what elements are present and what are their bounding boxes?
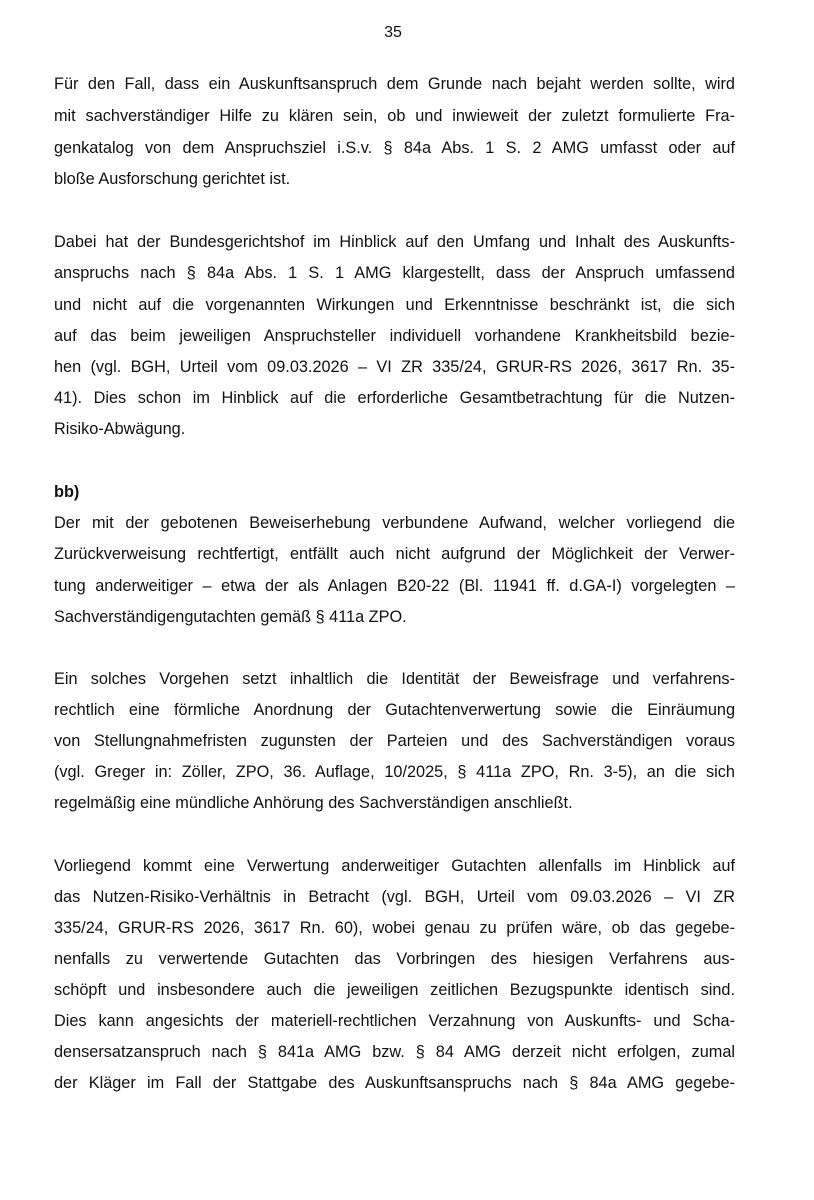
paragraph-2-line-1: Dabei hat der Bundesgerichtshof im Hinblick auf den Umfang und Inhalt des Auskunfts- (54, 233, 735, 251)
paragraph-5-line-7: densersatzanspruch nach § 841a AMG bzw. § 84 AMG derzeit nicht erfolgen, zumal (54, 1043, 735, 1061)
paragraph-2-line-7: Risiko-Abwägung. (54, 420, 186, 438)
paragraph-5-line-6: Dies kann angesichts der materiell-rechtlichen Verzahnung von Auskunfts- und Scha- (54, 1012, 735, 1030)
paragraph-4-line-2: rechtlich eine förmliche Anordnung der Gutachtenverwertung sowie die Einräumung (54, 701, 735, 719)
paragraph-3-line-3: tung anderweitiger – etwa der als Anlagen B20-22 (Bl. 11941 ff. d.GA-I) vorgelegten – (54, 577, 735, 595)
paragraph-2-line-6: 41). Dies schon im Hinblick auf die erforderliche Gesamtbetrachtung für die Nutzen- (54, 389, 735, 407)
paragraph-5-line-1: Vorliegend kommt eine Verwertung anderweitiger Gutachten allenfalls im Hinblick auf (54, 857, 735, 875)
paragraph-5-line-5: schöpft und insbesondere auch die jeweiligen zeitlichen Bezugspunkte identisch sind. (54, 981, 735, 999)
paragraph-1-line-3: genkatalog von dem Anspruchsziel i.S.v. § 84a Abs. 1 S. 2 AMG umfasst oder auf (54, 139, 735, 157)
paragraph-5-line-3: 335/24, GRUR-RS 2026, 3617 Rn. 60), wobei genau zu prüfen wäre, ob das gegebe- (54, 919, 735, 937)
paragraph-5-line-2: das Nutzen-Risiko-Verhältnis in Betracht (vgl. BGH, Urteil vom 09.03.2026 – VI ZR (54, 888, 735, 906)
paragraph-2-line-4: auf das beim jeweiligen Anspruchsteller individuell vorhandene Krankheitsbild bezie- (54, 327, 735, 345)
paragraph-1-line-1: Für den Fall, dass ein Auskunftsanspruch dem Grunde nach bejaht werden sollte, wird (54, 75, 735, 93)
paragraph-4-line-5: regelmäßig eine mündliche Anhörung des Sachverständigen anschließt. (54, 794, 573, 812)
paragraph-5-line-4: nenfalls zu verwertende Gutachten das Vorbringen des hiesigen Verfahrens aus- (54, 950, 735, 968)
paragraph-4-line-1: Ein solches Vorgehen setzt inhaltlich die Identität der Beweisfrage und verfahrens- (54, 670, 735, 688)
paragraph-2-line-3: und nicht auf die vorgenannten Wirkungen und Erkenntnisse beschränkt ist, die sich (54, 296, 735, 314)
paragraph-3-line-4: Sachverständigengutachten gemäß § 411a ZPO. (54, 608, 407, 626)
paragraph-4-line-3: von Stellungnahmefristen zugunsten der Parteien und des Sachverständigen voraus (54, 732, 735, 750)
paragraph-5-line-8: der Kläger im Fall der Stattgabe des Auskunftsanspruchs nach § 84a AMG gegebe- (54, 1074, 735, 1092)
paragraph-3-line-1: Der mit der gebotenen Beweiserhebung verbundene Aufwand, welcher vorliegend die (54, 514, 735, 532)
paragraph-2-line-5: hen (vgl. BGH, Urteil vom 09.03.2026 – VI ZR 335/24, GRUR-RS 2026, 3617 Rn. 35- (54, 358, 735, 376)
page-number: 35 (384, 24, 402, 41)
section-heading-bb: bb) (54, 483, 80, 501)
paragraph-3-line-2: Zurückverweisung rechtfertigt, entfällt auch nicht aufgrund der Möglichkeit der Verwer- (54, 545, 735, 563)
paragraph-4-line-4: (vgl. Greger in: Zöller, ZPO, 36. Auflage, 10/2025, § 411a ZPO, Rn. 3-5), an die sich (54, 763, 735, 781)
paragraph-2-line-2: anspruchs nach § 84a Abs. 1 S. 1 AMG klargestellt, dass der Anspruch umfassend (54, 264, 735, 282)
paragraph-1-line-4: bloße Ausforschung gerichtet ist. (54, 170, 291, 188)
paragraph-1-line-2: mit sachverständiger Hilfe zu klären sein, ob und inwieweit der zuletzt formulierte Fra- (54, 107, 735, 125)
